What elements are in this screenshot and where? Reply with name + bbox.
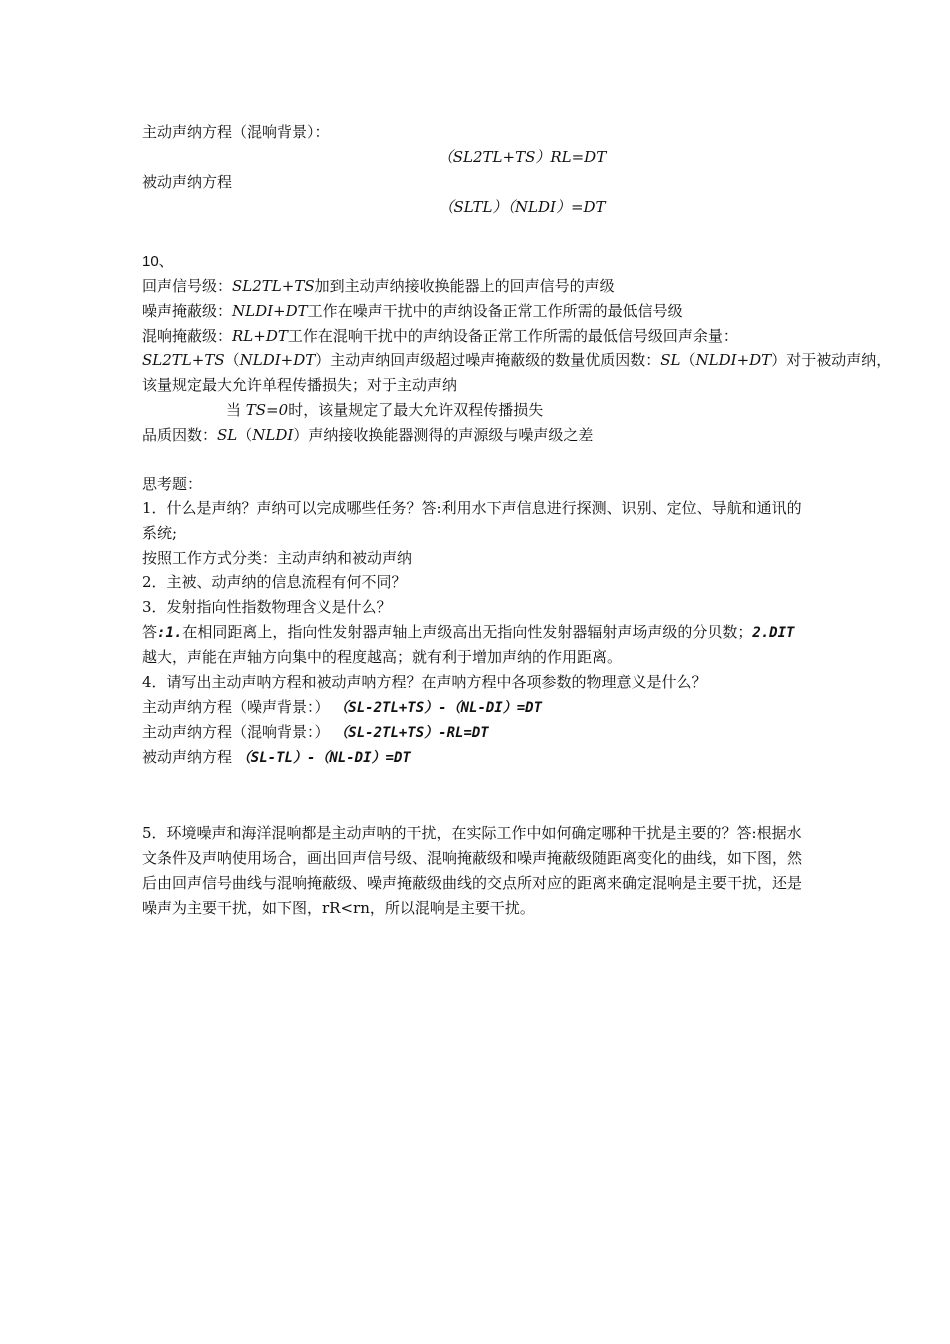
answer-3-line-2: 越大，声能在声轴方向集中的程度越高；就有利于增加声纳的作用距离。 <box>142 648 623 666</box>
noise-mask-expr: NLDI+DT <box>232 302 308 320</box>
question-4: 4．请写出主动声呐方程和被动声呐方程？在声呐方程中各项参数的物理意义是什么？ <box>142 673 707 691</box>
answer-3-bold-1: :1. <box>157 625 183 641</box>
excess-line-2: 该量规定最大允许单程传播损失；对于主动声纳 <box>142 376 458 394</box>
reverb-mask-line <box>142 326 738 346</box>
answer-3-line-1 <box>142 622 794 643</box>
excess-expr-1: SL2TL+TS <box>142 351 225 369</box>
equation-1-label: 主动声纳方程（噪声背景：） <box>142 698 330 716</box>
equation-1-expr: （SL-2TL+TS）-（NL-DI）=DT <box>334 700 543 716</box>
equation-2-label: 主动声纳方程（混响背景：） <box>142 723 330 741</box>
reverb-mask-desc: 工作在混响干扰中的声纳设备正常工作所需的最低信号级回声余量： <box>287 327 738 345</box>
figure-of-merit-line <box>142 425 593 445</box>
echo-excess-line <box>142 350 891 370</box>
equation-3-line <box>142 747 411 768</box>
passive-equation: （SLTL）（NLDI）=DT <box>438 198 606 216</box>
question-5-line-4: 噪声为主要干扰，如下图，rR<rn，所以混响是主要干扰。 <box>142 899 535 917</box>
question-5-line-3: 后由回声信号曲线与混响掩蔽级、噪声掩蔽级曲线的交点所对应的距离来确定混响是主要干扰，还是 <box>142 874 803 892</box>
excess-text-1: ）主动声纳回声级超过噪声掩蔽级的数量优质因数： <box>315 351 661 369</box>
answer-3-bold-2: 2.DIT <box>752 625 795 641</box>
question-1-classify: 按照工作方式分类：主动声纳和被动声纳 <box>142 549 413 567</box>
noise-mask-desc: 工作在噪声干扰中的声纳设备正常工作所需的最低信号级 <box>307 302 683 320</box>
when-text: 时，该量规定了最大允许双程传播损失 <box>288 401 544 419</box>
excess-expr-4: NLDI+DT <box>695 351 772 369</box>
fom-paren: （ <box>237 426 253 444</box>
question-1-line-1: 1．什么是声纳？声纳可以完成哪些任务？答:利用水下声信息进行探测、识别、定位、导航和通讯的 <box>142 499 802 517</box>
excess-text-2: ）对于被动声纳， <box>771 351 892 369</box>
noise-mask-label: 噪声掩蔽级： <box>142 302 233 320</box>
active-reverb-equation: （SL2TL+TS）RL=DT <box>437 148 607 166</box>
when-line <box>226 400 543 420</box>
fom-expr-2: NLDI <box>252 426 294 444</box>
answer-3-text-1: 在相同距离上，指向性发射器声轴上声级高出无指向性发射器辐射声场声级的分贝数； <box>182 623 753 641</box>
echo-level-expr: SL2TL+TS <box>232 277 315 295</box>
equation-2-expr: （SL-2TL+TS）-RL=DT <box>334 725 489 741</box>
active-reverb-title: 主动声纳方程（混响背景）： <box>142 123 330 141</box>
excess-paren-1: （ <box>224 351 240 369</box>
question-5-line-2: 文条件及声呐使用场合，画出回声信号级、混响掩蔽级和噪声掩蔽级随距离变化的曲线，如下图，然 <box>142 849 803 867</box>
fom-text: ）声纳接收换能器测得的声源级与噪声级之差 <box>293 426 594 444</box>
questions-title: 思考题： <box>142 475 203 493</box>
echo-level-line <box>142 276 615 296</box>
when-prefix: 当 <box>226 401 246 419</box>
question-5-line-1: 5．环境噪声和海洋混响都是主动声呐的干扰，在实际工作中如何确定哪种干扰是主要的？答:根据水 <box>142 824 802 842</box>
answer-3-prefix: 答 <box>142 623 158 641</box>
equation-3-label: 被动声纳方程 <box>142 748 233 766</box>
equation-2-line <box>142 722 489 743</box>
equation-1-line <box>142 697 542 718</box>
excess-paren-2: （ <box>680 351 696 369</box>
echo-level-label: 回声信号级： <box>142 277 233 295</box>
passive-title: 被动声纳方程 <box>142 173 233 191</box>
question-2: 2．主被、动声纳的信息流程有何不同？ <box>142 573 407 591</box>
question-3: 3．发射指向性指数物理含义是什么？ <box>142 598 392 616</box>
equation-3-expr: （SL-TL）-（NL-DI）=DT <box>236 750 411 766</box>
noise-mask-line <box>142 301 683 321</box>
fom-expr-1: SL <box>217 426 238 444</box>
reverb-mask-expr: RL+DT <box>232 327 288 345</box>
echo-level-desc: 加到主动声纳接收换能器上的回声信号的声级 <box>314 277 615 295</box>
excess-expr-3: SL <box>660 351 681 369</box>
excess-expr-2: NLDI+DT <box>239 351 316 369</box>
section-number: 10、 <box>142 253 174 270</box>
when-expr: TS=0 <box>245 401 289 419</box>
question-1-line-2: 系统; <box>142 524 178 542</box>
fom-label: 品质因数： <box>142 426 218 444</box>
reverb-mask-label: 混响掩蔽级： <box>142 327 233 345</box>
